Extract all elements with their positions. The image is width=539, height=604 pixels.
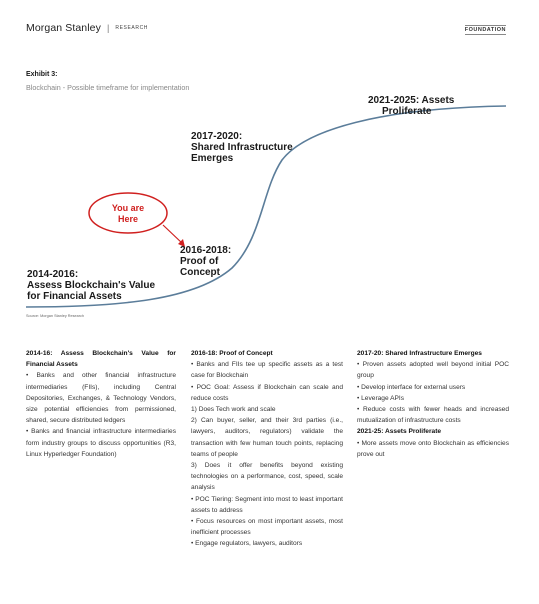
stage-label-line: 2016-2018:: [180, 245, 232, 256]
column-2017-20: [357, 348, 509, 460]
you-are-here-callout: [89, 193, 167, 233]
stage-label-line: Proof of: [180, 256, 219, 267]
stage-label-line: Shared Infrastructure: [191, 142, 293, 153]
column-bullet: • Reduce costs with fewer heads and increased mutualization of infrastructure costs: [357, 406, 509, 425]
stage-label-line: Assess Blockchain's Value: [27, 280, 156, 291]
callout-text-line: Here: [117, 214, 139, 224]
column-bullet: • More assets move onto Blockchain as efficiencies prove out: [357, 439, 509, 458]
column-bullet: 1) Does Tech work and scale: [191, 406, 276, 414]
column-bullet: • Proven assets adopted well beyond initial POC group: [357, 361, 509, 380]
column-2014-16: [26, 348, 176, 460]
stage-label-2017-2020: [191, 131, 293, 164]
exhibit-label: Exhibit 3:: [26, 71, 58, 78]
column-bullet: • POC Tiering: Segment into most to least important assets to address: [191, 495, 343, 514]
stage-label-line: Emerges: [191, 153, 234, 164]
column-bullet: • Banks and other financial infrastructure intermediaries (FIIs), including Central Depositories, Exchanges, & Technology Vendors, size potential efficiencies from permissioned, shared, secure distributed ledgers: [26, 372, 176, 425]
column-heading: 2014-16: Assess Blockchain's Value for Financial Assets: [26, 350, 176, 369]
stage-label-2021-2025: [368, 95, 454, 117]
column-bullet: • Engage regulators, lawyers, auditors: [191, 540, 303, 548]
column-bullet: • POC Goal: Assess if Blockchain can scale and reduce costs: [191, 383, 343, 402]
stage-label-line: Concept: [180, 267, 220, 278]
column-heading: 2017-20: Shared Infrastructure Emerges: [357, 350, 482, 357]
stage-label-line: 2014-2016:: [27, 269, 79, 280]
callout-arrow: [163, 225, 183, 244]
stage-label-line: 2017-2020:: [191, 131, 243, 142]
column-bullet: • Focus resources on most important assets, most inefficient processes: [191, 518, 343, 537]
column-bullet: • Banks and financial infrastructure intermediaries form industry groups to discuss opportunities (R3, Linux Hyperledger Foundation): [26, 428, 176, 458]
exhibit-title: Blockchain - Possible timeframe for implementation: [26, 83, 190, 92]
stage-label-2014-2016: [27, 269, 155, 302]
stage-label-line: for Financial Assets: [27, 291, 122, 302]
stage-label-line: 2021-2025: Assets: [368, 95, 455, 106]
brand-separator: |: [106, 23, 110, 33]
column-heading-2: 2021-25: Assets Proliferate: [357, 428, 442, 436]
chart-source: Source: Morgan Stanley Research: [26, 314, 85, 318]
brand-sub-label: RESEARCH: [115, 25, 148, 32]
column-bullet: • Leverage APIs: [357, 394, 405, 402]
column-bullet: 3) Does it offer benefits beyond existing technologies on a performance, cost, speed, scale analysis: [191, 462, 343, 492]
column-bullet: 2) Can buyer, seller, and their 3rd parties (i.e., lawyers, auditors, regulators) validate the transaction with few human touch points, replacing teams of people: [191, 417, 343, 458]
column-heading: 2016-18: Proof of Concept: [191, 350, 273, 357]
stage-label-line: Proliferate: [382, 106, 432, 117]
stage-label-2016-2018: [180, 245, 231, 278]
column-2016-18: [191, 348, 343, 550]
column-bullet: • Banks and FIIs tee up specific assets as a test case for Blockchain: [191, 361, 343, 380]
column-bullet: • Develop interface for external users: [357, 383, 466, 391]
foundation-label: FOUNDATION: [464, 27, 506, 33]
brand-logo-text: Morgan Stanley: [26, 22, 101, 34]
callout-text-line: You are: [111, 203, 145, 213]
